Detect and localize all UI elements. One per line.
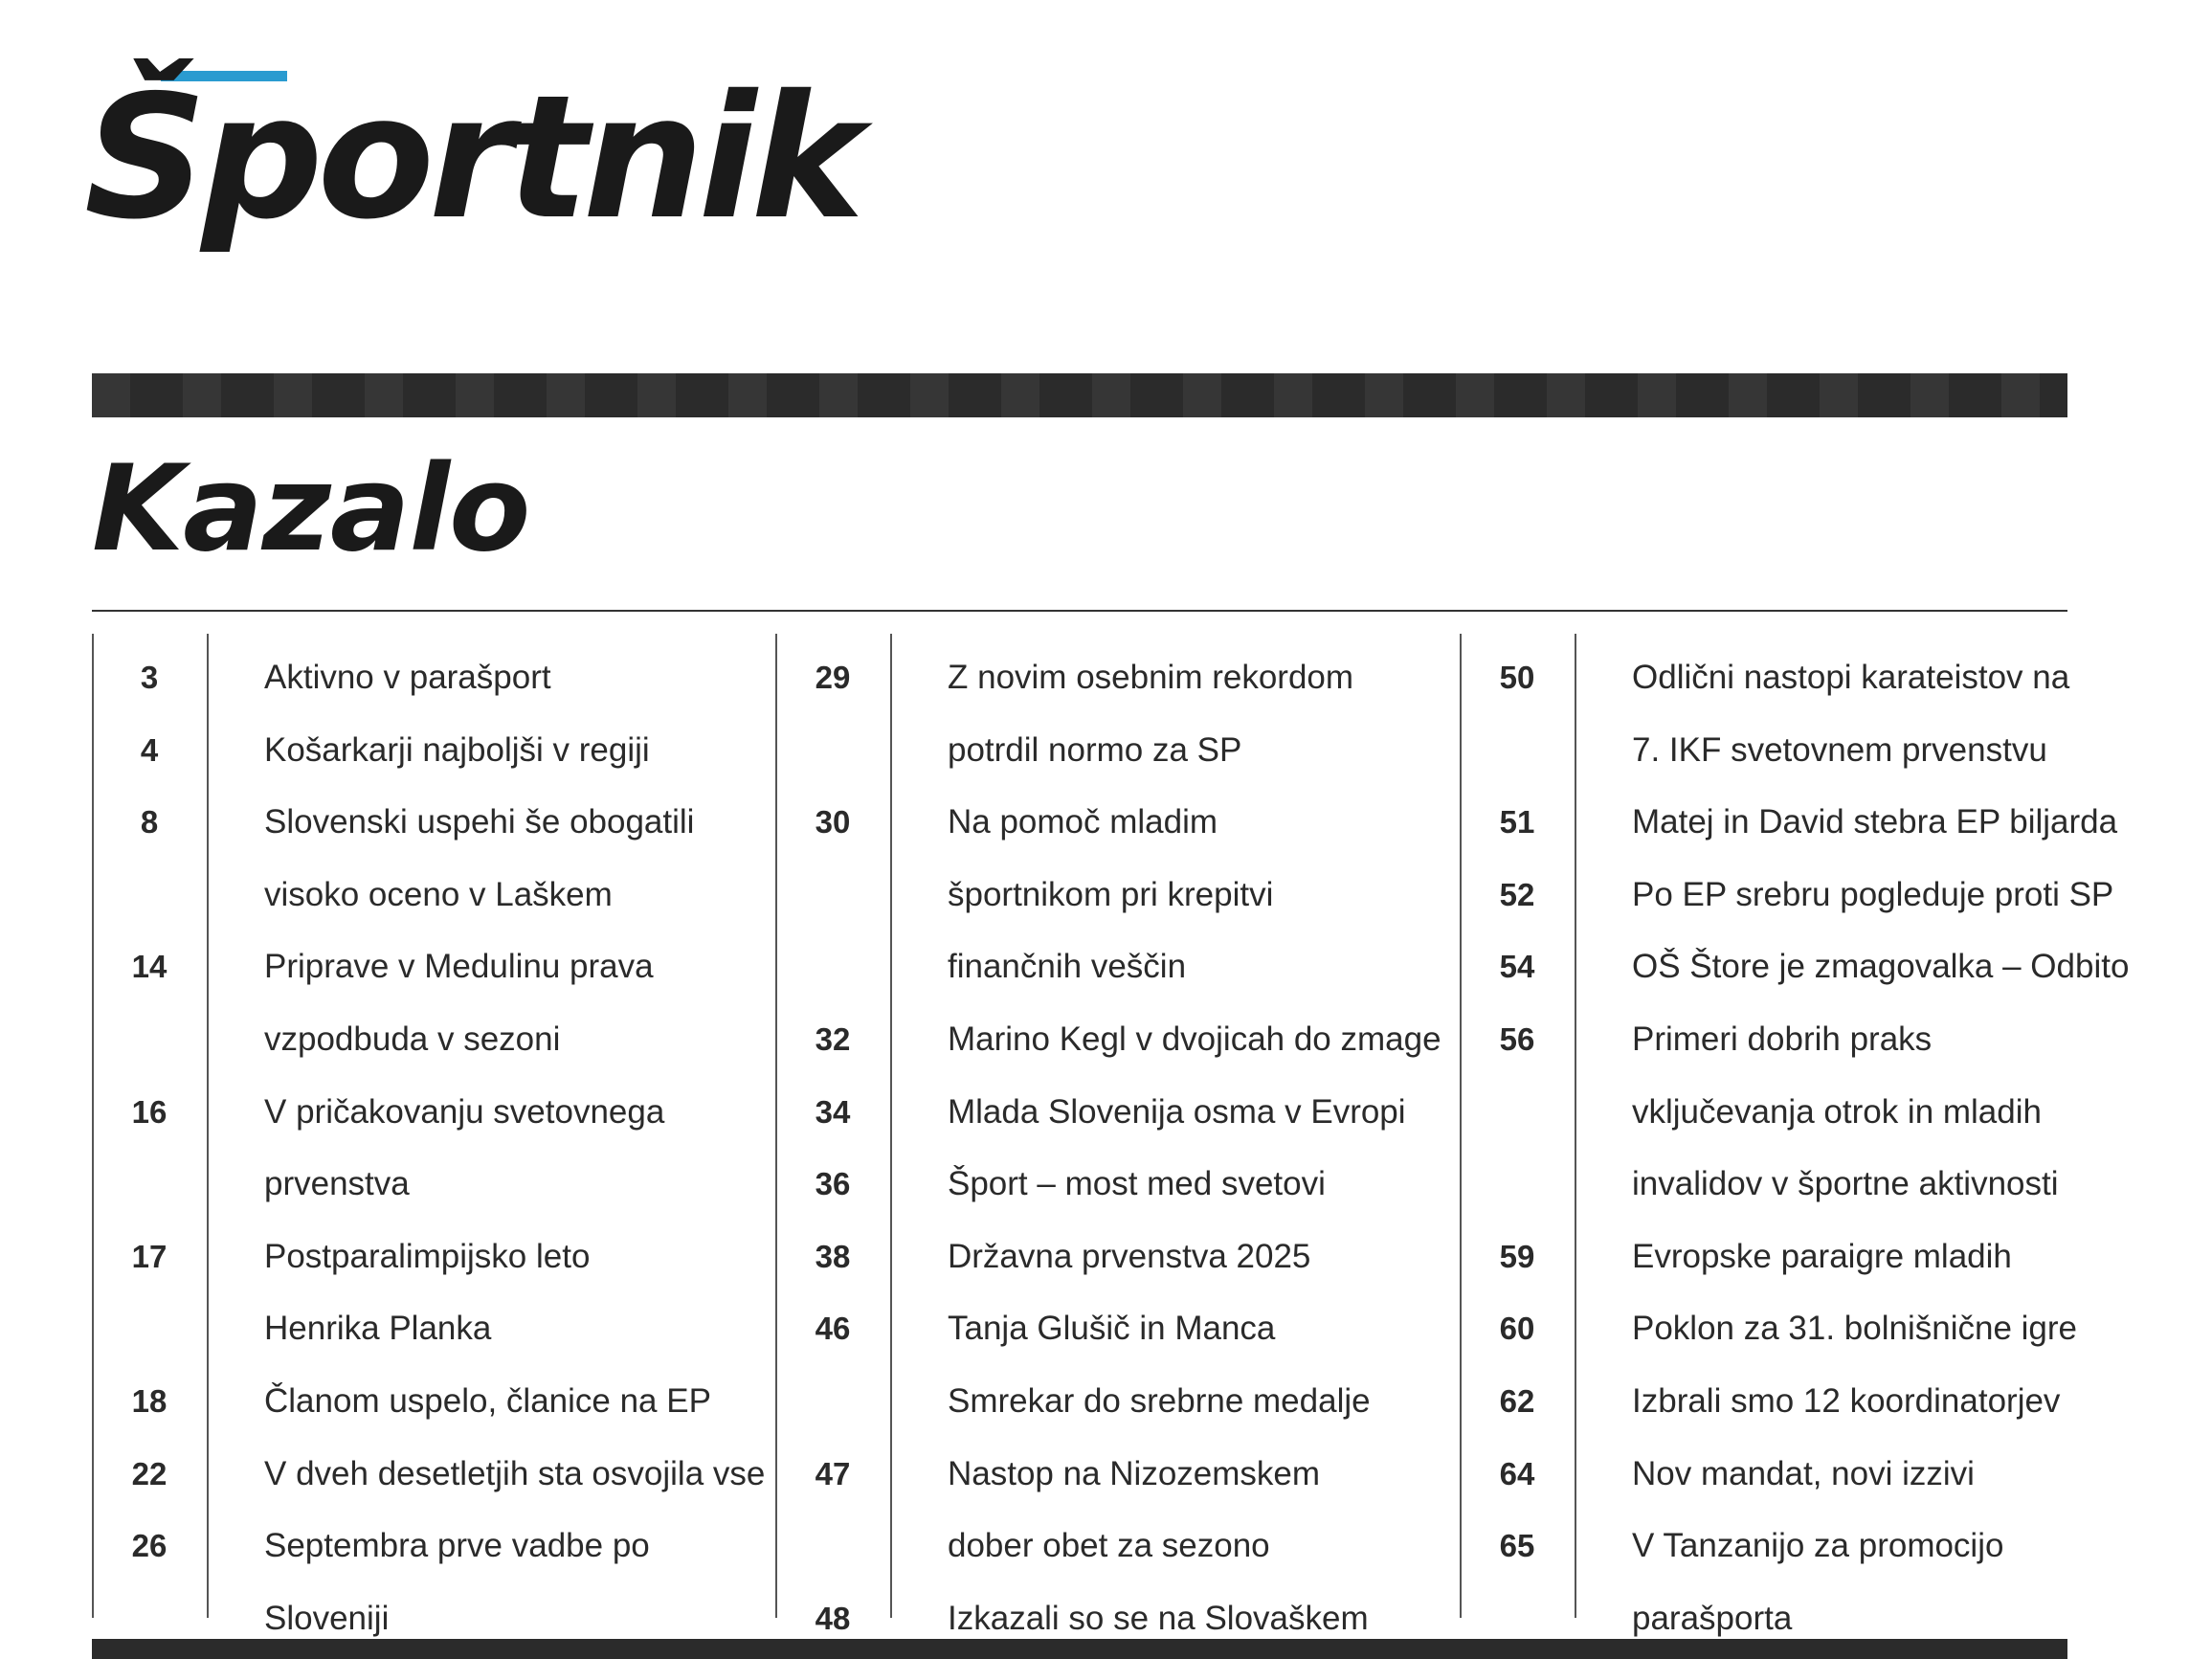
toc-entry-title: Nastop na Nizozemskem — [948, 1455, 1321, 1492]
toc-entry-title: vzpodbuda v sezoni — [264, 1020, 561, 1058]
toc-page-number: 65 — [1499, 1528, 1535, 1563]
toc-entry-title: Na pomoč mladim — [948, 803, 1218, 841]
column-divider — [890, 634, 892, 1618]
header-divider-bar — [92, 373, 2067, 417]
toc-page-number: 30 — [815, 804, 851, 840]
toc-entry-title: Po EP srebru pogleduje proti SP — [1632, 876, 2114, 913]
toc-entry-title: Slovenski uspehi še obogatili — [264, 803, 695, 841]
toc-entry-title: Aktivno v parašport — [264, 659, 551, 696]
column-divider — [1460, 634, 1462, 1618]
toc-page-number: 54 — [1499, 949, 1535, 984]
toc-entry-title: Henrika Planka — [264, 1310, 492, 1347]
toc-entry-title: Nov mandat, novi izzivi — [1632, 1455, 1975, 1492]
toc-entry-title: Članom uspelo, članice na EP — [264, 1382, 711, 1420]
toc-page-number: 38 — [815, 1239, 851, 1274]
toc-page-number: 64 — [1499, 1456, 1535, 1491]
toc-page-number: 48 — [815, 1601, 851, 1636]
toc-page-number: 26 — [131, 1528, 168, 1563]
section-title: Kazalo — [92, 440, 530, 578]
toc-entry-title: Šport – most med svetovi — [948, 1165, 1326, 1202]
toc-entry-title: Marino Kegl v dvojicah do zmage — [948, 1020, 1441, 1058]
toc-entry-title: OŠ Štore je zmagovalka – Odbito — [1632, 948, 2130, 985]
toc-entry-title: invalidov v športne aktivnosti — [1632, 1165, 2059, 1202]
column-divider — [92, 634, 94, 1618]
toc-entry-title: Primeri dobrih praks — [1632, 1020, 1933, 1058]
toc-entry-title: V dveh desetletjih sta osvojila vse — [264, 1455, 766, 1492]
toc-entry-title: parašporta — [1632, 1600, 1793, 1637]
toc-entry-title: visoko oceno v Laškem — [264, 876, 613, 913]
toc-page-number: 17 — [131, 1239, 168, 1274]
toc-entry-title: Sloveniji — [264, 1600, 390, 1637]
toc-page-number: 62 — [1499, 1383, 1535, 1419]
table-top-rule — [92, 610, 2067, 612]
toc-entry-title: Državna prvenstva 2025 — [948, 1238, 1311, 1275]
toc-entry-title: Priprave v Medulinu prava — [264, 948, 654, 985]
toc-page-number: 56 — [1499, 1021, 1535, 1057]
toc-page-number: 22 — [131, 1456, 168, 1491]
logo-text: Športnik — [84, 58, 859, 257]
toc-page-number: 29 — [815, 660, 851, 695]
toc-page-number: 52 — [1499, 877, 1535, 912]
toc-entry-title: športnikom pri krepitvi — [948, 876, 1274, 913]
toc-page-number: 3 — [140, 660, 159, 695]
toc-page-number: 51 — [1499, 804, 1535, 840]
toc-entry-title: dober obet za sezono — [948, 1527, 1270, 1564]
toc-page-number: 50 — [1499, 660, 1535, 695]
toc-page-number: 4 — [140, 732, 159, 768]
toc-entry-title: prvenstva — [264, 1165, 410, 1202]
toc-page-number: 47 — [815, 1456, 851, 1491]
toc-entry-title: Z novim osebnim rekordom — [948, 659, 1354, 696]
toc-entry-title: Poklon za 31. bolnišnične igre — [1632, 1310, 2078, 1347]
toc-entry-title: Matej in David stebra EP biljarda — [1632, 803, 2118, 841]
toc-page-number: 59 — [1499, 1239, 1535, 1274]
toc-entry-title: V pričakovanju svetovnega — [264, 1093, 665, 1131]
column-divider — [775, 634, 777, 1618]
toc-entry-title: finančnih veščin — [948, 948, 1187, 985]
column-divider — [207, 634, 209, 1618]
toc-entry-title: Tanja Glušič in Manca — [948, 1310, 1276, 1347]
toc-entry-title: Odlični nastopi karateistov na — [1632, 659, 2070, 696]
toc-page-number: 36 — [815, 1166, 851, 1201]
footer-bar — [92, 1639, 2067, 1659]
toc-entry-title: V Tanzanijo za promocijo — [1632, 1527, 2004, 1564]
toc-entry-title: potrdil normo za SP — [948, 731, 1242, 769]
toc-entry-title: Košarkarji najboljši v regiji — [264, 731, 650, 769]
toc-page-number: 46 — [815, 1311, 851, 1346]
toc-entry-title: Mlada Slovenija osma v Evropi — [948, 1093, 1406, 1131]
toc-page-number: 32 — [815, 1021, 851, 1057]
toc-entry-title: Izkazali so se na Slovaškem — [948, 1600, 1369, 1637]
toc-page-number: 8 — [140, 804, 159, 840]
toc-entry-title: Septembra prve vadbe po — [264, 1527, 650, 1564]
toc-entry-title: vključevanja otrok in mladih — [1632, 1093, 2042, 1131]
toc-page-number: 34 — [815, 1094, 851, 1130]
toc-entry-title: Evropske paraigre mladih — [1632, 1238, 2012, 1275]
toc-entry-title: Postparalimpijsko leto — [264, 1238, 591, 1275]
toc-entry-title: Izbrali smo 12 koordinatorjev — [1632, 1382, 2061, 1420]
toc-entry-title: 7. IKF svetovnem prvenstvu — [1632, 731, 2047, 769]
toc-entry-title: Smrekar do srebrne medalje — [948, 1382, 1371, 1420]
toc-page-number: 14 — [131, 949, 168, 984]
toc-page-number: 60 — [1499, 1311, 1535, 1346]
column-divider — [1575, 634, 1576, 1618]
toc-page-number: 16 — [131, 1094, 168, 1130]
toc-page-number: 18 — [131, 1383, 168, 1419]
